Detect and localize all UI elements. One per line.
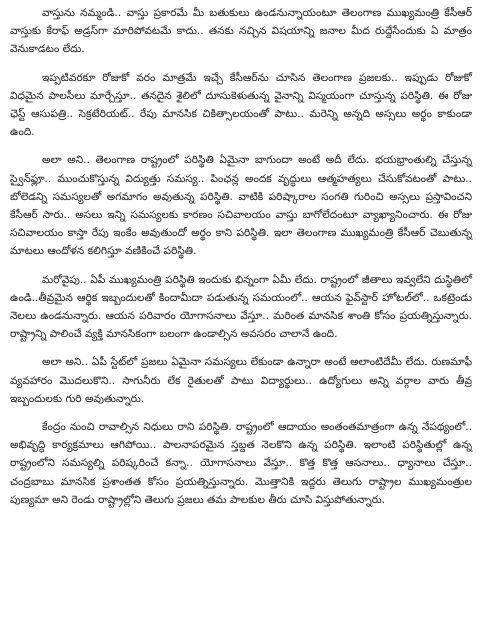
- paragraph-1: వాస్తును నమ్మండి.. వాస్తు ప్రకారమే మీ బతుకులు ఉండనున్నాయంటూ తెలంగాణ ముఖ్యమంత్రి కేసీఆర్ వాస్తుకు కేరాఫ్ అడ్రస్‌గా మారిపోవటమే కాదు.. తనకు నచ్చిన విషయాన్ని జనాల మీద రుద్దేసేందుకు ఏ మాత్రం వెనుకాడటం లేదు.: [10, 7, 472, 56]
- paragraph-3: అలా అని.. తెలంగాణ రాష్ట్రంలో పరిస్థితి ఏమైనా బాగుందా అంటే అదీ లేదు. భయభ్రాంతుల్ని చేస్తున్న స్వైన్‌ఫ్లూ.. ముంచుకొస్తున్న విద్యుత్తు సమస్య.. పింఛన్ల అందక వృద్ధులు ఆత్మహత్యలు చేసుకోవటంతో పాటు.. బోలెడన్ని సమస్యలతో అగమాగం అవుతున్న పరిస్థితి. వాటికి పరిష్కారాల సంగతి గురించి అస్సలు ప్రస్తావించని కేసీఆర్ సారు.. అసలు ఇన్ని సమస్యలకు కారణం సచివాలయం వాస్తు బాగోలేదంటూ వ్యాఖ్యానించారు. ఈ రోజు సచివాలయం కాస్తా రేపు ఇంకేం అవుతుందో అర్థం కాని పరిస్థితి. ఇలా తెలంగాణ ముఖ్యమంత్రి కేసీఆర్ చెబుతున్న మాటలు ఆందోళన కలిగిస్తూ వణికించే పరిస్థితి.: [10, 154, 472, 258]
- paragraph-2: ఇప్పటివరకూ రోజుకో వరం మాత్రమే ఇచ్చే కేసీఆర్‌ను చూసిన తెలంగాణ ప్రజలకు.. ఇప్పుడు రోజుకో విధమైన పాలసీలు మార్చేస్తూ.. తనదైన శైలిలో దూసుకెళుతున్న వైనాన్ని విస్మయంగా చూస్తున్న పరిస్థితి. ఈ రోజు ఛెస్ట్ ఆసుపత్రి.. సెక్రటేరియట్.. రేపు మానసిక చికిత్సాలయంతో పాటు.. మరెన్ని అన్నది అస్సలు అర్థం కాకుండా ఉంది.: [10, 71, 472, 139]
- paragraph-6: కేంద్రం నుంచి రావాల్సిన నిధులు రాని పరిస్థితి. రాష్ట్రంలో ఆదాయం అంతంతమాత్రంగా ఉన్న నేపథ్యంలో.. అభివృద్ధి కార్యక్రమాలు ఆగిపోయి.. పాలనాపరమైన స్తబ్దత నెలకొని ఉన్న పరిస్థితి. ఇలాంటి పరిస్థితుల్లో ఉన్న రాష్ట్రంలోని సమస్యల్ని పరిష్కరించే కన్నా.. యోగాసనాలు వేస్తూ.. కొత్త కొత్త ఆసనాలు.. ధ్యానాలు చేస్తూ.. చంద్రబాబు మానసిక ప్రశాంతత కోసం ప్రయత్నిస్తున్నారు. మొత్తానికి ఇద్దరు తెలుగు రాష్ట్రాల ముఖ్యమంత్రుల పుణ్యమా అని రెండు రాష్ట్రాల్లోని తెలుగు ప్రజలు తమ పాలకుల తీరు చూసి విస్తుపోతున్నారు.: [10, 421, 472, 506]
- paragraph-4: మరోవైపు.. ఏపీ ముఖ్యమంత్రి పరిస్థితి ఇందుకు భిన్నంగా ఏమీ లేదు. రాష్ట్రంలో జీతాలు ఇవ్వలేని దుస్థితిలో ఉండి..తీవ్రమైన ఆర్థిక ఇబ్బందులతో కిందామీదా పడుతున్న సమయంలో.. ఆయన ఫైవ్‌స్టార్ హోటల్‌లో.. ఒకట్రెండు నెలలు ఉండనున్నారు. ఆయన పరివారం యోగాసనాలు వేస్తూ.. మరింత మానసిక శాంతి కోసం ప్రయత్నిస్తున్నారు. రాష్ట్రాన్ని పాలించే వ్యక్తి మానసికంగా బలంగా ఉండాల్సిన అవసరం చాలానే ఉంది.: [10, 273, 472, 341]
- paragraph-5: అలా అని.. ఏపీ స్టేట్‌లో ప్రజలు ఏమైనా సమస్యలు లేకుండా ఉన్నారా అంటే అలాంటిదేమీ లేదు. రుణమాఫీ వ్యవహారం మొదలుకొని.. సాగునీరు లేక రైతులతో పాటు విద్యార్థులు.. ఉద్యోగులు అన్ని వర్గాల వారు తీవ్ర ఇబ్బందులకు గురి అవుతున్నారు.: [10, 356, 472, 405]
- article-body: [10, 4, 472, 519]
